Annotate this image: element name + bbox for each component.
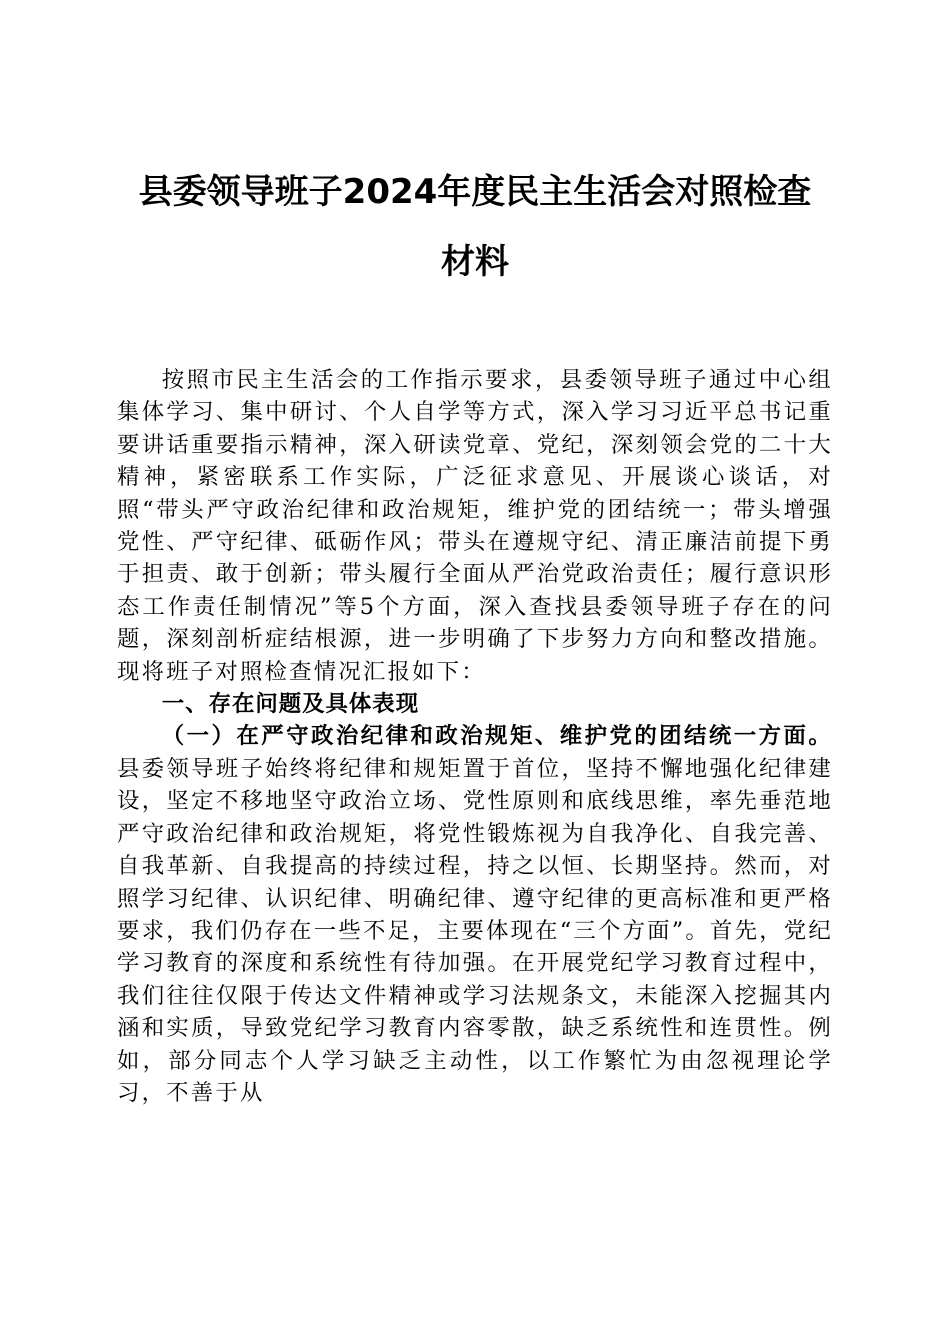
document-title-line2: 材料 xyxy=(441,242,509,282)
document-title-line1: 县委领导班子2024年度民主生活会对照检查 xyxy=(138,172,812,212)
intro-paragraph: 按照市民主生活会的工作指示要求，县委领导班子通过中心组集体学习、集中研讨、个人自学等方式，深入学习习近平总书记重要讲话重要指示精神，深入研读党章、党纪，深刻领会党的二十大精神，紧密联系工作实际，广泛征求意见、开展谈心谈话，对照“带头严守政治纪律和政治规矩，维护党的团结统一；带头增强党性、严守纪律、砥砺作风；带头在遵规守纪、清正廉洁前提下勇于担责、敢于创新；带头履行全面从严治党政治责任；履行意识形态工作责任制情况”等5个方面，深入查找县委领导班子存在的问题，深刻剖析症结根源，进一步明确了下步努力方向和整改措施。现将班子对照检查情况汇报如下： xyxy=(117,367,833,685)
subsection-body-text: 县委领导班子始终将纪律和规矩置于首位，坚持不懈地强化纪律建设，坚定不移地坚守政治立场、党性原则和底线思维，率先垂范地严守政治纪律和政治规矩，将党性锻炼视为自我净化、自我完善、自我革新、自我提高的持续过程，持之以恒、长期坚持。然而，对照学习纪律、认识纪律、明确纪律、遵守纪律的更高标准和更严格要求，我们仍存在一些不足，主要体现在“三个方面”。首先，党纪学习教育的深度和系统性有待加强。在开展党纪学习教育过程中，我们往往仅限于传达文件精神或学习法规条文，未能深入挖掘其内涵和实质，导致党纪学习教育内容零散，缺乏系统性和连贯性。例如，部分同志个人学习缺乏主动性，以工作繁忙为由忽视理论学习，不善于从 xyxy=(117,755,833,1106)
section-heading-1: 一、存在问题及具体表现 xyxy=(161,691,420,718)
subsection-paragraph xyxy=(117,720,833,1109)
document-body xyxy=(117,364,833,1109)
subsection-heading-1: （一）在严守政治纪律和政治规矩、维护党的团结统一方面。 xyxy=(161,723,833,750)
